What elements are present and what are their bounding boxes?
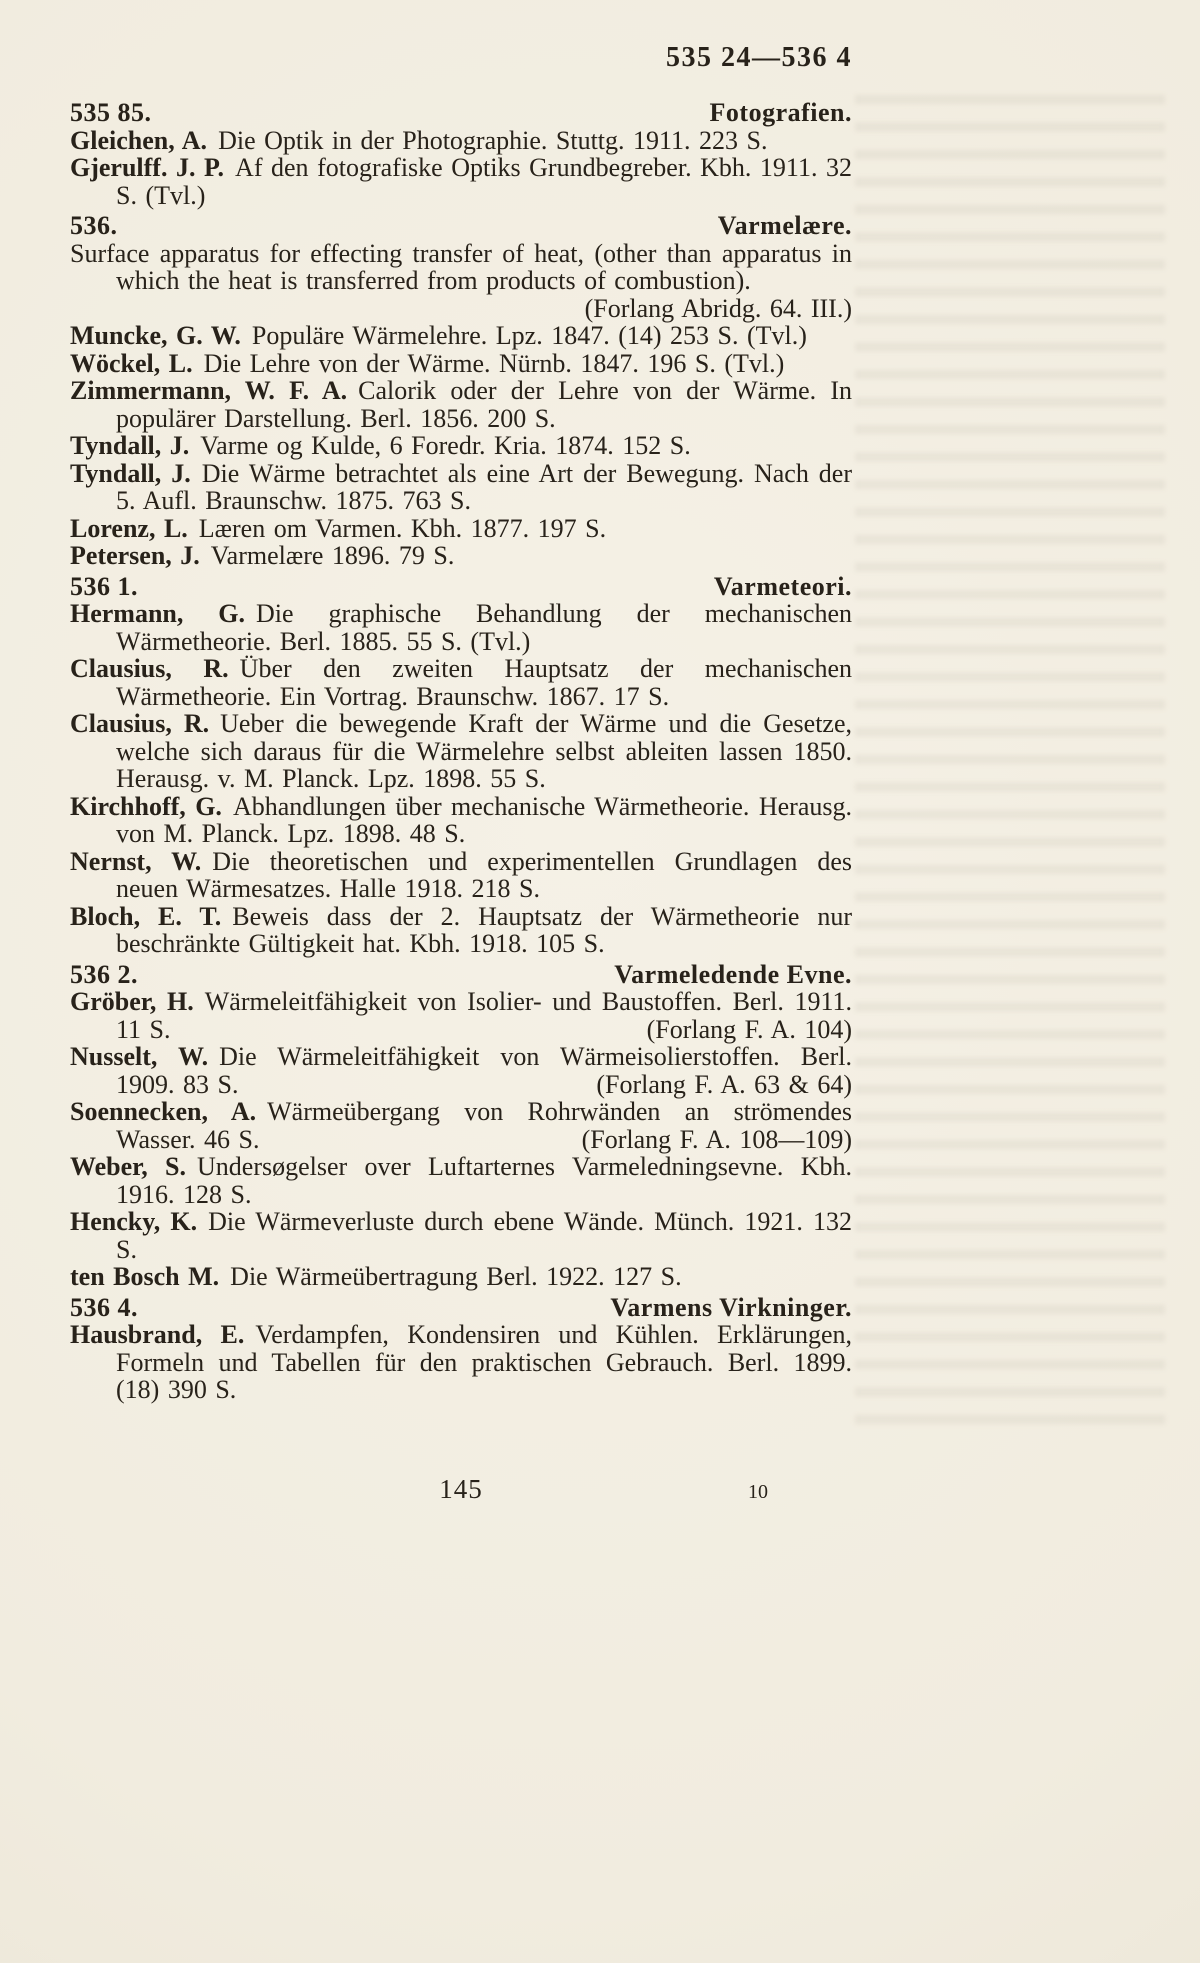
entry-forlang-note: (Forlang Abridg. 64. III.) — [584, 293, 852, 323]
entry-author: Soennecken, A. — [70, 1097, 257, 1126]
bibliography-entry — [70, 240, 852, 323]
entry-author: Tyndall, J. — [70, 458, 191, 488]
section-title: Varmens Virkninger. — [610, 1292, 852, 1322]
entry-text: Undersøgelser over Luftarternes Varmeledningsevne. Kbh. 1916. 128 S. — [116, 1152, 853, 1209]
entry-text: Varme og Kulde, 6 Foredr. Kria. 1874. 152 S. — [200, 431, 691, 460]
entry-author: Gjerulff. J. P. — [70, 153, 225, 182]
bibliography-entry — [70, 515, 852, 543]
entry-text: Die Wärmeübertragung Berl. 1922. 127 S. — [230, 1262, 682, 1291]
bibliography-entry — [70, 600, 852, 655]
entry-text: Calorik oder der Lehre von der Wärme. In populärer Darstellung. Berl. 1856. 200 S. — [116, 376, 852, 433]
entry-author: Zimmermann, W. F. A. — [70, 376, 348, 405]
entry-text: Die Lehre von der Wärme. Nürnb. 1847. 196 S. (Tvl.) — [203, 348, 785, 378]
section-number: 535 85. — [70, 98, 152, 127]
signature-mark: 10 — [748, 1481, 768, 1503]
section-title: Varmelære. — [717, 211, 852, 240]
entry-text: Ueber die bewegende Kraft der Wärme und die Gesetze, welche sich daraus für die Wärmelehre selbst ableiten lassen 1850. Herausg. v. M. Planck. Lpz. 1898. 55 S. — [116, 709, 852, 793]
entry-author: Gröber, H. — [70, 987, 194, 1016]
entry-text: Die Wärmeleitfähigkeit von Wärmeisolierstoffen. Berl. 1909. 83 S. — [116, 1042, 852, 1099]
section-number: 536 1. — [70, 571, 138, 601]
entry-text: Die Wärme betrachtet als eine Art der Bewegung. Nach der 5. Aufl. Braunschw. 1875. 763 S. — [116, 458, 853, 515]
bibliography-entry — [70, 1043, 852, 1098]
entry-author: Clausius, R. — [70, 709, 210, 738]
entry-author: Wöckel, L. — [70, 348, 193, 378]
entry-author: Bloch, E. T. — [70, 901, 222, 931]
bibliography-entry — [70, 542, 852, 570]
entry-author: Weber, S. — [70, 1152, 187, 1181]
section-number: 536 4. — [70, 1292, 138, 1322]
section-title: Varmeteori. — [713, 571, 852, 601]
section-title: Varmeledende Evne. — [614, 959, 852, 989]
bibliography-entry — [70, 1321, 852, 1404]
entry-text: Læren om Varmen. Kbh. 1877. 197 S. — [198, 513, 607, 543]
entry-text: Die Optik in der Photographie. Stuttg. 1911. 223 S. — [218, 125, 768, 155]
bibliography-entry — [70, 377, 852, 432]
entry-text: Wärmeleitfähigkeit von Isolier- und Baustoffen. Berl. 1911. 11 S. — [116, 987, 852, 1044]
bibliography-entry — [70, 127, 852, 155]
bibliography-list — [70, 96, 852, 1404]
entry-text: Die theoretischen und experimentellen Grundlagen des neuen Wärmesatzes. Halle 1918. 218 S. — [116, 846, 852, 903]
entry-author: Gleichen, A. — [70, 125, 208, 155]
entry-author: Tyndall, J. — [70, 431, 190, 460]
entry-text: Beweis dass der 2. Hauptsatz der Wärmetheorie nur beschränkte Gültigkeit hat. Kbh. 1918. 105 S. — [116, 901, 852, 958]
section-header — [70, 570, 852, 601]
entry-author: Hermann, G. — [70, 599, 246, 628]
section-header — [70, 958, 852, 989]
bibliography-entry — [70, 988, 852, 1043]
entry-text: Über den zweiten Hauptsatz der mechanischen Wärmetheorie. Ein Vortrag. Braunschw. 1867. 17 S. — [116, 654, 852, 711]
entry-author: Muncke, G. W. — [70, 321, 241, 350]
bibliography-entry — [70, 350, 852, 378]
reverse-page-bleedthrough — [855, 95, 1165, 1425]
section-header — [70, 1291, 852, 1322]
entry-author: Nernst, W. — [70, 846, 202, 876]
section-header — [70, 209, 852, 240]
running-head-classification-range: 535 24—536 4 — [666, 42, 852, 73]
entry-author: Nusselt, W. — [70, 1042, 209, 1071]
entry-author: Clausius, R. — [70, 654, 229, 683]
entry-text: Populäre Wärmelehre. Lpz. 1847. (14) 253 S. (Tvl.) — [251, 321, 807, 350]
bibliography-entry — [70, 1263, 852, 1291]
entry-author: ten Bosch M. — [70, 1262, 220, 1291]
entry-forlang-note: (Forlang F. A. 104) — [646, 1014, 852, 1044]
section-title: Fotografien. — [709, 98, 852, 127]
entry-text: Af den fotografiske Optiks Grundbegreber. Kbh. 1911. 32 S. (Tvl.) — [116, 153, 852, 210]
section-number: 536. — [70, 211, 118, 240]
bibliography-entry — [70, 154, 852, 209]
entry-text: Abhandlungen über mechanische Wärmetheorie. Herausg. von M. Planck. Lpz. 1898. 48 S. — [116, 791, 852, 848]
bibliography-entry — [70, 1208, 852, 1263]
bibliography-entry — [70, 710, 852, 793]
bibliography-entry — [70, 903, 852, 958]
entry-author: Hausbrand, E. — [70, 1320, 245, 1349]
section-number: 536 2. — [70, 959, 138, 989]
entry-text: Wärmeübergang von Rohrwänden an strömendes Wasser. 46 S. — [116, 1097, 852, 1154]
page-number: 145 — [439, 1474, 483, 1504]
bibliography-entry — [70, 460, 852, 515]
bibliography-entry — [70, 1098, 852, 1153]
entry-author: Hencky, K. — [70, 1207, 198, 1236]
bibliography-entry — [70, 1153, 852, 1208]
entry-author: Kirchhoff, G. — [70, 791, 222, 821]
entry-text: Verdampfen, Kondensiren und Kühlen. Erklärungen, Formeln und Tabellen für den praktischen Gebrauch. Berl. 1899. (18) 390 S. — [116, 1320, 852, 1404]
bibliography-entry — [70, 322, 852, 350]
bibliography-entry — [70, 432, 852, 460]
bibliography-entry — [70, 793, 852, 848]
bibliography-entry — [70, 655, 852, 710]
entry-text: Die Wärmeverluste durch ebene Wände. Münch. 1921. 132 S. — [116, 1207, 852, 1264]
bibliography-entry — [70, 848, 852, 903]
entry-text: Surface apparatus for effecting transfer of heat, (other than apparatus in which the heat is transferred from products of combustion). — [70, 238, 852, 295]
entry-forlang-note: (Forlang F. A. 63 & 64) — [596, 1069, 852, 1099]
entry-author: Petersen, J. — [70, 541, 200, 570]
entry-author: Lorenz, L. — [70, 513, 188, 543]
entry-text: Die graphische Behandlung der mechanischen Wärmetheorie. Berl. 1885. 55 S. (Tvl.) — [116, 599, 852, 656]
section-header — [70, 96, 852, 127]
entry-forlang-note: (Forlang F. A. 108—109) — [581, 1124, 852, 1154]
entry-text: Varmelære 1896. 79 S. — [210, 541, 455, 570]
